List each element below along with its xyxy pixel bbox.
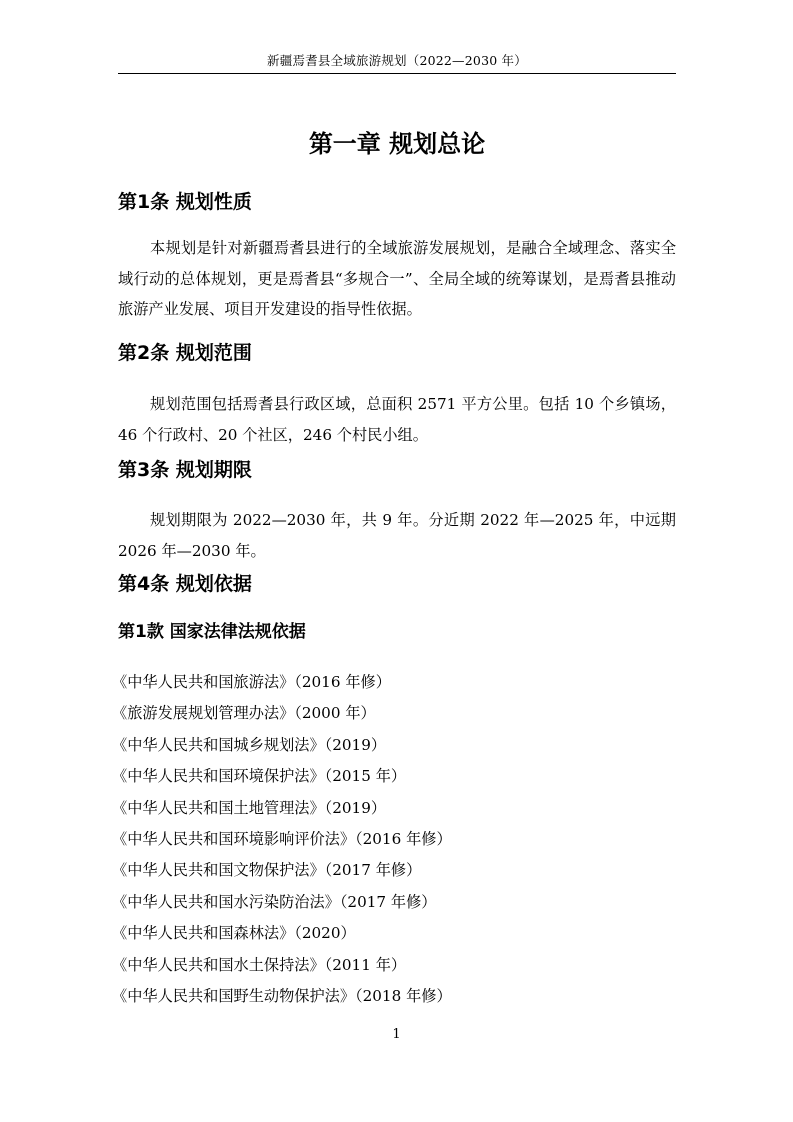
article-3-body: 规划期限为 2022—2030 年，共 9 年。分近期 2022 年—2025 年，中远期 2026 年—2030 年。: [118, 511, 676, 560]
article-4-heading: 第4条 规划依据: [118, 573, 252, 595]
article-2-body: 规划范围包括焉耆县行政区域，总面积 2571 平方公里。包括 10 个乡镇场，46 个行政村、20 个社区，246 个村民小组。: [118, 395, 676, 444]
law-list-item: 《中华人民共和国文物保护法》（2017 年修）: [112, 861, 422, 880]
law-list-item: 《旅游发展规划管理办法》（2000 年）: [112, 704, 376, 723]
page-number: 1: [392, 1027, 401, 1042]
law-list-item: 《中华人民共和国旅游法》（2016 年修）: [112, 673, 391, 691]
law-list-item: 《中华人民共和国森林法》（2020）: [112, 924, 356, 943]
law-list-item: 《中华人民共和国水土保持法》（2011 年）: [112, 955, 407, 974]
article-3-heading: 第3条 规划期限: [118, 459, 252, 481]
chapter-title: 第一章 规划总论: [308, 130, 486, 158]
law-list: [112, 667, 452, 1012]
law-list-item: 《中华人民共和国土地管理法》（2019）: [112, 798, 387, 817]
clause-1-heading: 第1款 国家法律法规依据: [118, 622, 306, 642]
law-list-item: 《中华人民共和国野生动物保护法》（2018 年修）: [112, 986, 452, 1005]
law-list-item: 《中华人民共和国环境影响评价法》（2016 年修）: [112, 829, 452, 848]
law-list-item: 《中华人民共和国环境保护法》（2015 年）: [112, 767, 407, 786]
running-header: 新疆焉耆县全域旅游规划（2022—2030 年）: [267, 53, 527, 68]
header-rule: [118, 73, 676, 74]
article-1-heading: 第1条 规划性质: [118, 191, 252, 213]
article-1-body: 本规划是针对新疆焉耆县进行的全域旅游发展规划，是融合全域理念、落实全域行动的总体规划，更是焉耆县“多规合一”、全局全域的统筹谋划，是焉耆县推动旅游产业发展、项目开发建设的指导性依据。: [118, 239, 676, 318]
law-list-item: 《中华人民共和国城乡规划法》（2019）: [112, 735, 387, 754]
article-2-heading: 第2条 规划范围: [118, 342, 252, 364]
law-list-item: 《中华人民共和国水污染防治法》（2017 年修）: [112, 892, 437, 911]
